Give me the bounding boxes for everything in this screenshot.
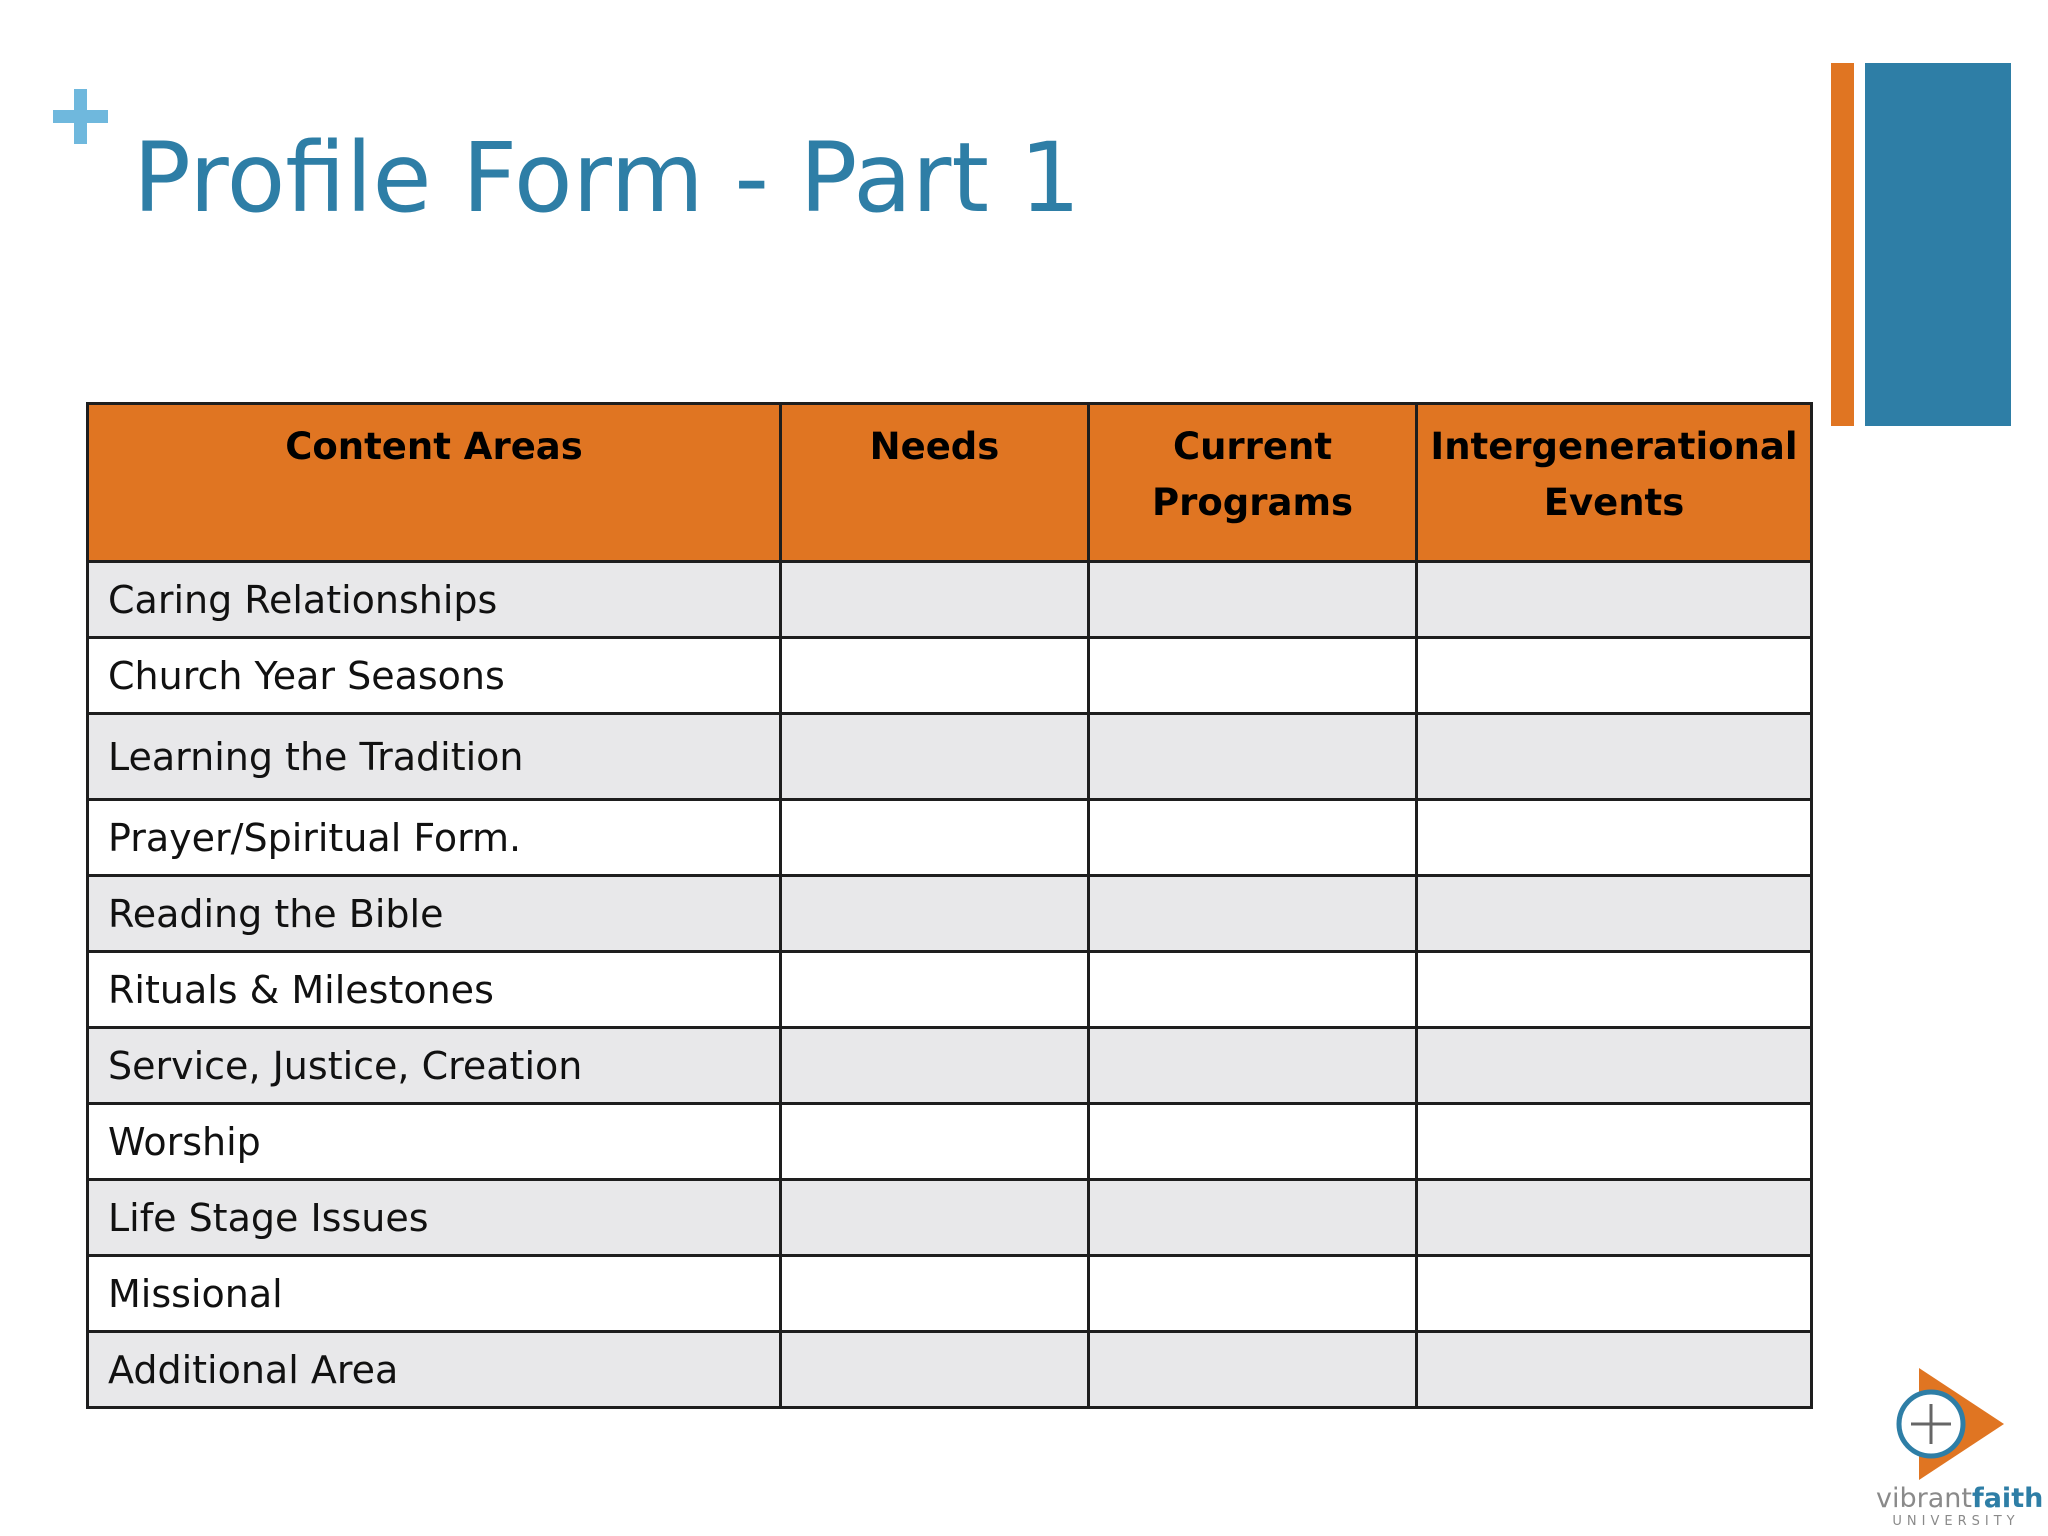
needs-cell[interactable] bbox=[781, 876, 1089, 952]
current-programs-cell[interactable] bbox=[1089, 800, 1417, 876]
header-intergenerational-events: Intergenerational Events bbox=[1417, 404, 1812, 562]
logo-brand-bold: faith bbox=[1971, 1483, 2044, 1514]
table-row bbox=[88, 1180, 1812, 1256]
row-label: Additional Area bbox=[88, 1332, 781, 1408]
row-label: Rituals & Milestones bbox=[88, 952, 781, 1028]
intergenerational-events-cell[interactable] bbox=[1417, 714, 1812, 800]
table-row bbox=[88, 714, 1812, 800]
needs-cell[interactable] bbox=[781, 800, 1089, 876]
intergenerational-events-cell[interactable] bbox=[1417, 1028, 1812, 1104]
needs-cell[interactable] bbox=[781, 1028, 1089, 1104]
table-row bbox=[88, 1104, 1812, 1180]
plus-icon bbox=[53, 89, 108, 144]
row-label: Life Stage Issues bbox=[88, 1180, 781, 1256]
row-label: Church Year Seasons bbox=[88, 638, 781, 714]
logo-wordmark bbox=[1876, 1483, 2044, 1514]
needs-cell[interactable] bbox=[781, 1104, 1089, 1180]
logo-brand-light: vibrant bbox=[1876, 1483, 1972, 1514]
table-header-row bbox=[88, 404, 1812, 562]
intergenerational-events-cell[interactable] bbox=[1417, 1256, 1812, 1332]
needs-cell[interactable] bbox=[781, 638, 1089, 714]
row-label: Missional bbox=[88, 1256, 781, 1332]
intergenerational-events-cell[interactable] bbox=[1417, 800, 1812, 876]
row-label: Reading the Bible bbox=[88, 876, 781, 952]
slide-title: Profile Form - Part 1 bbox=[133, 122, 1081, 234]
current-programs-cell[interactable] bbox=[1089, 638, 1417, 714]
intergenerational-events-cell[interactable] bbox=[1417, 638, 1812, 714]
current-programs-cell[interactable] bbox=[1089, 952, 1417, 1028]
header-content-areas: Content Areas bbox=[88, 404, 781, 562]
intergenerational-events-cell[interactable] bbox=[1417, 562, 1812, 638]
current-programs-cell[interactable] bbox=[1089, 1256, 1417, 1332]
needs-cell[interactable] bbox=[781, 562, 1089, 638]
logo-subtitle: UNIVERSITY bbox=[1892, 1514, 2020, 1529]
needs-cell[interactable] bbox=[781, 952, 1089, 1028]
intergenerational-events-cell[interactable] bbox=[1417, 1180, 1812, 1256]
current-programs-cell[interactable] bbox=[1089, 1104, 1417, 1180]
current-programs-cell[interactable] bbox=[1089, 876, 1417, 952]
table-row bbox=[88, 876, 1812, 952]
profile-form-table bbox=[86, 402, 1813, 1409]
current-programs-cell[interactable] bbox=[1089, 714, 1417, 800]
row-label: Caring Relationships bbox=[88, 562, 781, 638]
needs-cell[interactable] bbox=[781, 714, 1089, 800]
intergenerational-events-cell[interactable] bbox=[1417, 1104, 1812, 1180]
header-current-programs: Current Programs bbox=[1089, 404, 1417, 562]
row-label: Worship bbox=[88, 1104, 781, 1180]
intergenerational-events-cell[interactable] bbox=[1417, 952, 1812, 1028]
table-row bbox=[88, 562, 1812, 638]
current-programs-cell[interactable] bbox=[1089, 1028, 1417, 1104]
table-row bbox=[88, 952, 1812, 1028]
needs-cell[interactable] bbox=[781, 1332, 1089, 1408]
row-label: Service, Justice, Creation bbox=[88, 1028, 781, 1104]
blue-accent-bar bbox=[1865, 63, 2011, 426]
needs-cell[interactable] bbox=[781, 1180, 1089, 1256]
needs-cell[interactable] bbox=[781, 1256, 1089, 1332]
intergenerational-events-cell[interactable] bbox=[1417, 1332, 1812, 1408]
orange-accent-bar bbox=[1831, 63, 1854, 426]
current-programs-cell[interactable] bbox=[1089, 562, 1417, 638]
table-row bbox=[88, 800, 1812, 876]
table-row bbox=[88, 638, 1812, 714]
table-row bbox=[88, 1028, 1812, 1104]
table-row bbox=[88, 1332, 1812, 1408]
table-row bbox=[88, 1256, 1812, 1332]
current-programs-cell[interactable] bbox=[1089, 1180, 1417, 1256]
current-programs-cell[interactable] bbox=[1089, 1332, 1417, 1408]
row-label: Prayer/Spiritual Form. bbox=[88, 800, 781, 876]
intergenerational-events-cell[interactable] bbox=[1417, 876, 1812, 952]
row-label: Learning the Tradition bbox=[88, 714, 781, 800]
header-needs: Needs bbox=[781, 404, 1089, 562]
